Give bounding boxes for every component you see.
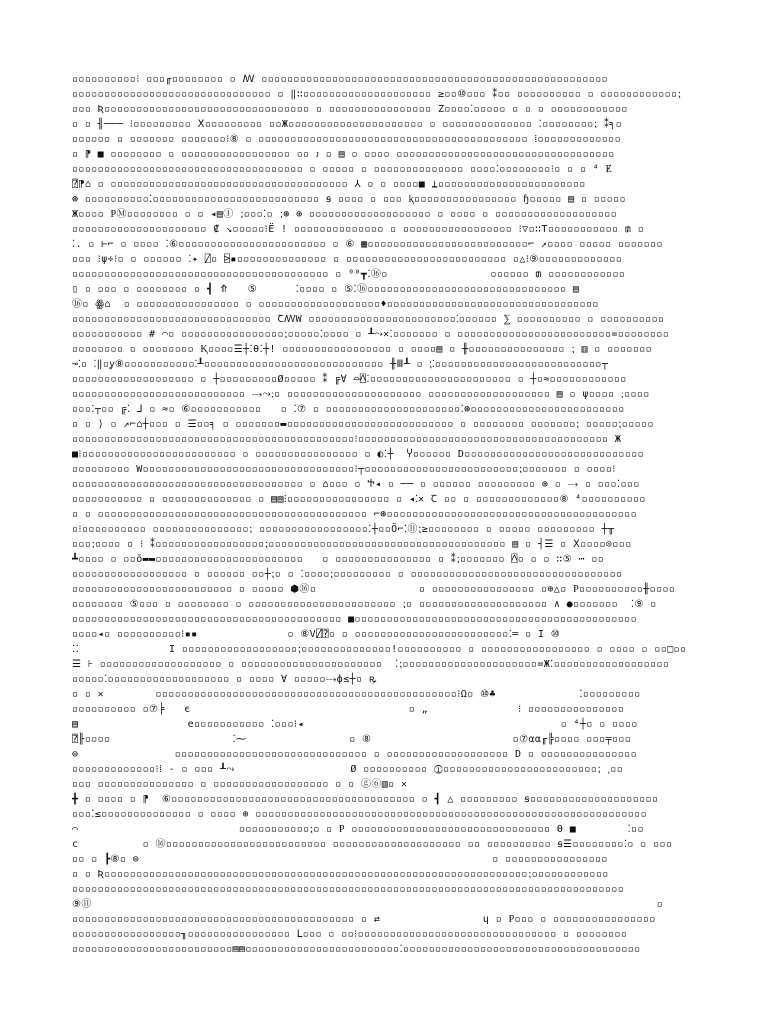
text-line: ▫▫▫▫▫▫▫▫▫▫▫▫▫▫▫▫▫▫▫▫▫▫▫▫▫▤▤▫▫▫▫▫▫▫▫▫▫▫▫▫▫▫▫▫▫▫▫▫▫▫▫⁚▫▫▫▫▫▫▫▫▫▫▫▫▫▫▫▫▫▫▫▫▫▫▫▫▫▫▫▫▫▫▫▫▫▫▫▫▫ <box>72 944 641 952</box>
text-line: ▫⁝▫▫▫▫▫▫▫▫▫▫ ▫▫▫▫▫▫▫▫▫▫▫▫▫▫▫⁏ ▫▫▫▫▫▫▫▫▫▫▫▫▫▫▫▫▫⁚┼▫▫Ö⌐⁚⑪⁏≥▫▫▫▫▫▫▫▫ ▫ ▫▫▫▫▫ ▫▫▫▫▫▫▫▫▫ ┼╥ <box>72 524 615 535</box>
text-line: ▫ ⁋ ■ ▫▫▫▫▫▫▫▫ ▫ ▫▫▫▫▫▫▫▫▫▫▫▫▫▫▫▫▫ ▫▫ ᴊ ▫ ▤ ▫ ▫▫▫▫ ▫▫▫▫▫▫▫▫▫▫▫▫▫▫▫▫▫▫▫▫▫▫▫▫▫▫▫▫▫▫▫▫▫▫ <box>72 149 615 160</box>
text-line: ▫ ▫ Ʀ▫▫▫▫▫▫▫▫▫▫▫▫▫▫▫▫▫▫▫▫▫▫▫▫▫▫▫▫▫▫▫▫▫▫▫▫▫▫▫▫▫▫▫▫▫▫▫▫▫▫▫▫▫▫▫▫▫▫▫▫▫▫▫▫▫▫⁏▫▫▫▫▫▫▫▫▫▫▫▫ <box>72 869 609 880</box>
text-line: ▫▫▫▫▫▫▫▫▫▫▫▫▫▫▫▫▫▫▫▫▫▫▫▫▫▫▫▫▫▫▫▫▫▫▫▫▫▫▫▫▫▫ ■▫▫▫▫▫▫▫▫▫▫▫▫▫▫▫▫▫▫▫▫▫▫▫▫▫▫▫▫▫▫▫▫▫▫▫▫▫▫▫▫▫▫▫▫ <box>72 614 638 625</box>
text-line: ▫▫▫⁏▫▫▫▫ ▫ ⁝ ⁑▫▫▫▫▫▫▫▫▫▫▫▫▫▫▫▫▫⁏▫▫▫▫▫▫▫▫▫▫▫▫▫▫▫▫▫▫▫▫▫▫▫▫▫▫▫▫▫▫▫▫▫▫▫▫▫ ▤ ▫ ┤☰ ▫ Ⅹ▫▫▫▫⊙▫▫▫ <box>72 539 632 550</box>
text-line: ▫▫▫ Ʀ▫▫▫▫▫▫▫▫▫▫▫▫▫▫▫▫▫▫▫▫▫▫▫▫▫▫▫▫▫▫▫▫ ▫ ▫▫▫▫▫▫▫▫▫▫▫▫▫▫▫▫ Z▫▫▫▫⁚▫▫▫▫▫ ▫ ▫ ▫ ▫▫▫▫▫▫▫▫▫▫▫▫ <box>72 104 628 115</box>
document-page <box>72 72 696 952</box>
text-line: ▫▫▫▫▫▫▫▫▫▫▫▫▫▫▫▫▫╖▫▫▫▫▫▫▫▫▫▫▫▫▫▫▫▫ ᒪ▫▫▫ ▫ ▫▫⁝▫▫▫▫▫▫▫▫▫▫▫▫▫▫▫▫▫▫▫▫▫▫▫▫▫▫▫▫▫▫▫ ▫ ▫▫▫▫▫▫▫▫ <box>72 929 628 940</box>
text-line: ▫▫▫▫▫▫▫▫▫▫▫▫▫▫▫▫▫▫▫▫▫▫▫▫▫▫▫▫▫▫▫▫▫▫▫▫▫▫▫▫▫▫▫▫▫▫▫▫▫▫▫▫▫▫▫▫▫▫▫▫▫▫▫▫▫▫▫▫▫▫▫▫▫▫▫▫▫▫▫▫▫▫▫▫▫▫ <box>72 884 625 895</box>
text-line: ▫▫▫▫▫▫▫▫▫▫▫▫▫▫▫▫▫▫▫▫▫▫▫▫▫▫▫ ⤏⤳⁏▫ ▫▫▫▫▫▫▫▫▫▫▫▫▫▫▫▫▫▫▫▫▫ ▫▫▫▫▫▫▫▫▫▫▫▫▫▫▫▫▫▫▫ ▤ ▫ ψ▫▫▫▫ ⁏▫▫▫▫ <box>72 389 650 400</box>
text-line: ⊸⁚▫ ⁚‖▫ỿ⑧▫▫▫▫▫▫▫▫▫▫▫⁚┸▫▫▫▫▫▫▫▫▫▫▫▫▫▫▫▫▫▫▫▫▫▫▫▫▫▫▫▫ ╫Ⅲ┸ ▫ ⁏⁚▫▫▫▫▫▫▫▫▫▫▫▫▫▫▫▫▫▫▫▫▫▫▫▫▫▫┬ <box>72 359 609 370</box>
text-line: ▫▫▫▫▫▫▫▫▫▫▫▫▫▫▫▫▫▫ ▫ ▫▫▫▫▫▫ ▫▫┼⁏▫ ▫ ⁚▫▫▫▫⁏▫▫▫▫▫▫▫▫▫ ▫ ▫▫▫▫▫▫▫▫▫▫▫▫▫▫▫▫▫▫▫▫▫▫▫▫▫▫▫▫▫▫▫▫▫ <box>72 569 623 580</box>
text-line: ⁚⁚ I ▫▫▫▫▫▫▫▫▫▫▫▫▫▫▫▫▫▫⁏▫▫▫▫▫▫▫▫▫▫▫▫▫▫!▫▫▫▫▫▫▫▫▫▫ ▫ ▫▫▫▫▫▫▫▫▫▫▫▫▫▫▫▫▫ ▫ ▫▫▫▫ ▫ ▫▫□▫▫ <box>72 644 687 655</box>
text-line: ▫▫▫▫▫▫▫▫▫▫▫ # ⌒▫ ▫▫▫▫▫▫▫▫▫▫▫▫▫▫▫▫⁏▫▫▫▫▫⁚▫▫▫▫ ▫ ┸⤳✕⁚▫▫▫▫▫▫▫ ▫ ▫▫▫▫▫▫▫▫▫▫▫▫▫▫▫▫▫▫▫▫▫▫▫▫=▫▫▫▫▫▫▫▫ <box>72 329 670 340</box>
text-line: ▫▫▫▫▫▫▫▫▫▫▫▫▫▫▫▫▫▫▫▫▫▫▫▫▫ ▫ ▫▫▫▫▫ ⬢⑯▫ ▫ ▫▫▫▫▫▫▫▫▫▫▫▫▫▫▫▫ ▫⊕△▫ Ᵽ▫▫▫▫▫▫▫▫▫▫╫▫▫▫▫ <box>72 584 676 595</box>
text-line: ▫ ▫ ⟩ ▫ ↗⌐⌂┼▫▫▫ ▫ ☰▫▫╕ ▫ ▫▫▫▫▫▫▫▬▫▫▫▫▫▫▫▫▫▫▫▫▫▫▫▫▫▫▫▫▫▫▫▫▫▫ ▫ ▫▫▫▫▫▫▫▫ ▫▫▫▫▫▫▫⁏ ▫▫▫▫▫⁏▫▫▫▫▫ <box>72 419 654 430</box>
text-line: ┻▫▫▫▫ ▫ ▫▫ō▬▬▫▫▫▫▫▫▫▫▫▫▫▫▫▫▫▫▫▫▫▫▫▫▫ ▫ ▫▫▫▫▫▫▫▫▫▫▫▫▫▫▫ ▫ ⁑⁏▫▫▫▫▫▫▫ ⍓▫ ▫ ▫ ∷⑤ ⋯ ▫▫ <box>72 554 605 565</box>
text-line: ▫▫▫▫▫▫▫▫ ⑤▫▫▫ ▫ ▫▫▫▫▫▫▫▫ ▫ ▫▫▫▫▫▫▫▫▫▫▫▫▫▫▫▫▫▫▫▫▫▫▫ ⁏▫ ▫▫▫▫▫▫▫▫▫▫▫▫▫▫▫▫▫▫▫▫ ∧ ●▫▫▫▫▫▫▫ ⁚⑨ ▫ <box>72 599 657 610</box>
text-line: ▫▫▫▫▫▫▫▫▫▫▫▫▫▫▫▫▫▫▫▫▫▫▫▫▫▫▫▫▫▫▫ ꞆꟿW ▫▫▫▫▫▫▫▫▫▫▫▫▫▫▫▫▫▫▫▫▫▫▫⁚▫▫▫▫▫▫ ⅀ ▫▫▫▫▫▫▫▫▫▫ ▫ ▫▫▫▫▫▫▫▫▫▫ <box>72 314 665 325</box>
text-line: ⊛ ▫▫▫▫▫▫▫▫▫▫⁚▫▫▫▫▫▫▫▫▫▫▫▫▫▫▫▫▫▫▫▫▫▫▫▫▫▫ ꞩ ▫▫▫▫ ▫ ▫▫▫ ⱪ▫▫▫▫▫▫▫▫▫▫▫▫▫▫▫▫ ɧ▫▫▫▫▫ ▤ ▫ ▫▫▫▫▫ <box>72 194 626 205</box>
text-line: ▫▫▫▫▫▫▫▫▫▫▫▫▫▫▫▫▫▫▫▫▫▫▫▫▫▫▫▫▫▫▫▫▫▫▫▫▫▫▫▫▫▫▫▫ ▫ ⇄ ɥ ▫ Ᵽ▫▫▫ ▫ ▫▫▫▫▫▫▫▫▫▫▫▫▫▫▫▫ <box>72 914 656 925</box>
text-line: ▫▫▫⁚≤▫▫▫▫▫▫▫▫▫▫▫▫▫▫ ▫ ▫▫▫▫ ⊕ ▫▫▫▫▫▫▫▫▫▫▫▫▫▫▫▫▫▫▫▫▫▫▫▫▫▫▫▫▫▫▫▫▫▫▫▫▫▫▫▫▫▫▫▫▫▫▫▫▫▫▫▫▫▫▫▫▫▫▫▫▫ <box>72 809 648 820</box>
text-line: ⑨⑪ ▫ <box>72 899 664 910</box>
text-line: ▫▫▫▫▫▫ ▫ ▫▫▫▫▫▫▫ ▫▫▫▫▫▫▫⁝⑧ ▫ ▫▫▫▫▫▫▫▫▫▫▫▫▫▫▫▫▫▫▫▫▫▫▫▫▫▫▫▫▫▫▫▫▫▫▫▫▫▫▫▫▫▫ ⁞▫▫▫▫▫▫▫▫▫▫▫▫▫ <box>72 134 622 145</box>
text-line: ▫▫▫▫▫⁚▫▫▫▫▫▫▫▫▫▫▫▫▫▫▫▫▫▫▫ ▫ ▫▫▫▫ ∀ ▫▫▫▫▫⤏ф≲┼▫ ꝶ <box>72 674 377 685</box>
text-line: ⁚. ▫ ⊢⌐ ▫ ▫▫▫▫ ⁚⑥▫▫▫▫▫▫▫▫▫▫▫▫▫▫▫▫▫▫▫▫▫▫▫ ▫ ⑥ ▦▫▫▫▫▫▫▫▫▫▫▫▫▫▫▫▫▫▫▫▫▫▫▫▫▫⌐ ↗▫▫▫▫ ▫▫▫▫▫ ▫▫▫▫▫▫▫ <box>72 239 663 250</box>
text-line: ⊜ ▫▫▫▫▫▫▫▫▫▫▫▫▫▫▫▫▫▫▫▫▫▫▫▫▫▫▫▫▫▫ ▫ ▫▫▫▫▫▫▫▫▫▫▫▫▫▫▫▫▫▫▫ D ▫ ▫▫▫▫▫▫▫▫▫▫▫▫▫▫▫ <box>72 749 638 760</box>
text-line: ▫▫▫▫▫▫▫▫▫▫⁝ ▫▫▫╓▫▫▫▫▫▫▫▫ ▫ ꟿ ▫▫▫▫▫▫▫▫▫▫▫▫▫▫▫▫▫▫▫▫▫▫▫▫▫▫▫▫▫▫▫▫▫▫▫▫▫▫▫▫▫▫▫▫▫▫▫▫▫▫▫▫▫▫ <box>72 74 609 85</box>
text-line: ▫▫▫▫▫▫▫▫▫▫ ▫⑦╞ є ▫ „ ⁝ ▫▫▫▫▫▫▫▫▫▫▫▫▫▫▫ <box>72 704 625 715</box>
text-line: ▫▫▫▫▫▫▫▫▫▫▫ ▫ ▫▫▫▫▫▫▫▫▫▫▫▫▫▫ ▫ ▤▤⁝▫▫▫▫▫▫▫▫▫▫▫▫▫▫▫▫ ▫ ◂⁚✕ Ꞇ ▫▫ ▫ ▫▫▫▫▫▫▫▫▫▫▫▫▫⑧ ⁴▫▫▫▫▫▫▫▫▫▫ <box>72 494 646 505</box>
text-line: ▫▫▫ ⁝ψ÷⁝▫ ▫ ▫▫▫▫▫▫ ⁚✦ ⍁▫ ⍄▪▫▫▫▫▫▫▫▫▫▫▫▫▫▫ ▫ ▫▫▫▫▫▫▫▫▫▫▫▫▫▫▫▫▫▫▫▫▫▫▫▫▫ ▫△⁝⑨▫▫▫▫▫▫▫▫▫▫▫▫▫ <box>72 254 623 265</box>
text-line: Ж▫▫▫▫ ⱣⓂ▫▫▫▫▫▫▫▫ ▫ ▫ ◂▤① ⁏▫▫▫⁚▫ ⁏⊛ ⊕ ▫▫▫▫▫▫▫▫▫▫▫▫▫▫▫▫▫▫▫ ▫ ▫▫▫▫ ▫ ▫▫▫▫▫▫▫▫▫▫▫▫▫▫▫▫▫▫▫ <box>72 209 618 220</box>
text-line: ▫▫▫▫▫▫▫▫▫▫▫▫▫▫▫▫▫▫▫▫▫▫▫▫▫▫▫▫▫▫▫▫▫▫▫▫▫▫▫▫▫▫▫▫⁝▫▫▫▫▫▫▫▫▫▫▫▫▫▫▫▫▫▫▫▫▫▫▫▫▫▫▫▫▫▫▫▫▫▫▫▫▫▫▫ Ж <box>72 434 622 445</box>
text-line: ⍰╟▫▫▫▫ ⁚⁓ ▫ ⑧ ▫⑦αα╓╠▫▫▫▫ ▫▫▫╤▫▫▫ <box>72 734 632 745</box>
text-line: ⌒ ▫▫▫▫▫▫▫▫▫▫▫⁏▫ ▫ Ᵽ ▫▫▫▫▫▫▫▫▫▫▫▫▫▫▫▫▫▫▫▫▫▫▫▫▫▫▫▫▫▫▫ ϴ ■ ⁚▫▫ <box>72 824 644 835</box>
text-line: ⑯▫ ꙮ⌂ ▫ ▫▫▫▫▫▫▫▫▫▫▫▫▫▫▫▫ ▫ ▫▫▫▫▫▫▫▫▫▫▫▫▫▫▫▫▫▫▫♦▫▫▫▫▫▫▫▫▫▫▫▫▫▫▫▫▫▫▫▫▫▫▫▫▫▫▫▫▫▫▫▫▫ <box>72 299 599 310</box>
text-line: ▫▫▫▫▫▫▫▫▫▫▫▫▫▫▫▫▫▫▫▫▫▫▫▫▫▫▫▫▫▫▫▫▫▫▫▫ ▫ ⌂▫▫▫ ▫ Ⴕ◂ ▫ ── ▫ ▫▫▫▫▫▫ ▫▫▫▫▫▫▫▫▫ ⊕ ▫ ⤏ ▫ ▫▫▫⁚▫▫▫ <box>72 479 640 490</box>
text-line: ╋ ▫ ▫▫▫▫ ▫ ⁋ ⑥▫▫▫▫▫▫▫▫▫▫▫▫▫▫▫▫▫▫▫▫▫▫▫▫▫▫▫▫▫▫▫▫▫▫▫▫▫▫ ▫ ┫ △ ▫▫▫▫▫▫▫▫▫ ꞩ▫▫▫▫▫▫▫▫▫▫▫▫▫▫▫▫▫▫▫▫ <box>72 794 659 805</box>
text-line: ▫▫▫ ▫▫▫▫▫▫▫▫▫▫▫▫▫▫▫ ▫ ▫▫▫▫▫▫▫▫▫▫▫▫▫▫▫▫▫▫ ▫ ▫ ⓖ⑥▥▫ ✕ <box>72 779 408 790</box>
text-line: ▫ ▫ ▫▫▫▫▫▫▫▫▫▫▫▫▫▫▫▫▫▫▫▫▫▫▫▫▫▫▫▫▫▫▫▫▫▫▫▫▫▫▫▫▫▫ ⌐⊛▫▫▫▫▫▫▫▫▫▫▫▫▫▫▫▫▫▫▫▫▫▫▫▫▫▫▫▫▫▫▫▫▫▫▫▫▫▫▫ <box>72 509 638 520</box>
text-line: ▫▫▫▫▫▫▫▫ ▫ ▫▫▫▫▫▫▫▫ Ⱪ▫▫▫▫☰┼⁚θ⁚┼! ▫▫▫▫▫▫▫▫▫▫▫▫▫▫▫▫▫ ▫ ▫▫▫▫▤ ▫ ╫▫▫▫▫▫▫▫▫▫▫▫▫▫▫▫ ⁏ ▥ ▫ ▫▫▫▫▫▫▫ <box>72 344 653 355</box>
text-line: ▫▫▫▫▫▫▫▫▫▫▫▫▫▫▫▫▫▫▫▫▫▫▫▫▫▫▫▫▫▫▫▫▫▫▫▫▫▫▫▫ ▫ ⁰⁰┳⁚⑯▫ ▫▫▫▫▫▫ ₥ ▫▫▫▫▫▫▫▫▫▫▫▫ <box>72 269 626 280</box>
text-line: ▫▫▫▫▫▫▫▫▫▫▫▫▫▫▫▫▫▫▫▫▫▫▫▫▫▫▫▫▫▫▫▫▫▫▫▫ ▫ ▫▫▫▫▫ ▫ ▫▫▫▫▫▫▫▫▫▫▫▫▫▫ ▫▫▫▫⁚▫▫▫▫▫▫▫▫⁝▫ ▫ ▫ ⁴ Ɇ <box>72 164 613 175</box>
text-line: ▫▫▫▫▫▫▫▫▫▫▫▫▫▫▫▫▫▫▫ ▫ ┼▫▫▫▫▫▫▫▫▫Ø▫▫▫▫▫ ⁑ ╔∀ ⌓⍓⁚▫▫▫▫▫▫▫▫▫▫▫▫▫▫▫▫▫▫▫▫▫▫ ▫ ┼▫≈▫▫▫▫▫▫▫▫▫▫▫▫ <box>72 374 627 385</box>
text-line: ⍰⁋⌂ ▫ ▫▫▫▫▫▫▫▫▫▫▫▫▫▫▫▫▫▫▫▫▫▫▫▫▫▫▫▫▫▫▫▫▫▫▫▫▫ ⅄ ▫ ▫ ▫▫▫▫■ ⍊▫▫▫▫▫▫▫▫▫▫▫▫▫▫▫▫▫▫▫▫▫▫▫ <box>72 179 586 190</box>
text-line: ▤ e▫▫▫▫▫▫▫▫▫▫▫ ⁚▫▫▫⁝◂ ▫ ⁴┼▫ ▫ ▫▫▫▫ <box>72 719 638 730</box>
text-line: ▫▫ ▫ ┣⑧▫ ⊜ ▫ ▫▫▫▫▫▫▫▫▫▫▫▫▫▫▫▫ <box>72 854 608 865</box>
text-line: ▯ ▫ ▫▫▫ ▫ ▫▫▫▫▫▫▫▫ ▫ ┫ ⤊ ⑤ ⁚▫▫▫▫ ▫ ⑤⁚⑯▫▫▫▫▫▫▫▫▫▫▫▫▫▫▫▫▫▫▫▫▫▫▫▫▫▫▫▫▫▫▫ ▤ <box>72 284 580 295</box>
text-line: ▫ ▫ ╢─── ⁝▫▫▫▫▫▫▫▫▫ Ⅹ▫▫▫▫▫▫▫▫▫ ▫▫Ж▫▫▫▫▫▫▫▫▫▫▫▫▫▫▫▫▫▫▫▫▫ ▫ ▫▫▫▫▫▫▫▫▫▫▫▫▫▫ ⁚▫▫▫▫▫▫▫▫⁏ ⁑╕▫ <box>72 119 623 130</box>
text-line: ■⁝▫▫▫▫▫▫▫▫▫▫▫▫▫▫▫▫▫▫▫▫▫▫▫▫ ▫ ▫▫▫▫▫▫▫▫▫▫▫▫▫▫▫▫ ▫ ◐⁚┼ Ⴤ▫▫▫▫▫▫ D▫▫▫▫▫▫▫▫▫▫▫▫▫▫▫▫▫▫▫▫▫▫▫▫▫▫▫▫ <box>72 449 645 460</box>
text-line: ϲ ▫ ⑯▫▫▫▫▫▫▫▫▫▫▫▫▫▫▫▫▫▫▫▫▫▫▫▫▫ ▫▫▫▫▫▫▫▫▫▫▫▫▫▫▫▫▫▫▫▫ ▫▫ ▫▫▫▫▫▫▫▫▫▫ ꞩ☰▫▫▫▫▫▫▫▫⁚▫ ▫ ▫▫▫ <box>72 839 673 850</box>
text-line: ▫▫▫▫▫▫▫▫▫ W▫▫▫▫▫▫▫▫▫▫▫▫▫▫▫▫▫▫▫▫▫▫▫▫▫▫▫▫▫▫▫▫▫⁝┬▫▫▫▫▫▫▫▫▫▫▫▫▫▫▫▫▫▫▫▫▫▫▫▫⁏▫▫▫▫▫▫▫ ▫ ▫▫▫▫⁝ <box>72 464 616 475</box>
text-line: ▫ ▫ ✕ ▫▫▫▫▫▫▫▫▫▫▫▫▫▫▫▫▫▫▫▫▫▫▫▫▫▫▫▫▫▫▫▫▫▫▫▫▫▫▫▫▫▫▫▫▫▫▫⁝Ω▫ ⑩♣ ⁚▫▫▫▫▫▫▫▫▫ <box>72 689 641 700</box>
text-line: ▫▫▫▫▫▫▫▫▫▫▫▫▫▫▫▫▫▫▫▫▫▫▫▫▫▫▫▫▫▫▫ ▫ ‖∷▫▫▫▫▫▫▫▫▫▫▫▫▫▫▫▫▫▫▫▫ ≥▫▫⑩▫▫▫ ⁑▫▫ ▫▫▫▫▫▫▫▫▫▫ ▫ ▫▫▫▫▫▫▫▫▫▫▫▫⁏ <box>72 89 682 100</box>
text-line: ▫▫▫⁚┬▫▫ ╔⁚ ⅃ ▫ ≈▫ ⑥▫▫▫▫▫▫▫▫▫▫▫ ▫ ⁚⑦ ▫ ▫▫▫▫▫▫▫▫▫▫▫▫▫▫▫▫▫▫▫▫▫⁚⊛▫▫▫▫▫▫▫▫▫▫▫▫▫▫▫▫▫▫▫▫▫▫▫▫ <box>72 404 625 415</box>
text-line: ▫▫▫▫▫▫▫▫▫▫▫▫▫▫▫▫▫▫▫▫▫ ₡ ↘▫▫▫▫▫⁝Ё ! ▫▫▫▫▫▫▫▫▫▫▫▫▫▫ ▫ ▫▫▫▫▫▫▫▫▫▫▫▫▫▫▫▫▫ ⁝▽▫∷T▫▫▫▫▫▫▫▫▫▫▫ ₥ ▫ <box>72 224 645 235</box>
text-line: ▫▫▫▫◂▫ ▫▫▫▫▫▫▫▫▫▫⁝▪▪ ▫ ⑧V⍁⍰▫ ▫ ▫▫▫▫▫▫▫▫▫▫▫▫▫▫▫▫▫▫▫▫▫▫▫▫⁚═ ▫ I ⑩ <box>72 629 561 640</box>
text-line: ▫▫▫▫▫▫▫▫▫▫▫▫▫⁝⁞ - ▫ ▫▫▫ ┸⤳ Ø ▫▫▫▫▫▫▫▫▫▫ ⓵▫▫▫▫▫▫▫▫▫▫▫▫▫▫▫▫▫▫▫▫▫▫▫▫⁏ ⸲▫▫ <box>72 764 624 775</box>
text-line: ☰ ⊦ ▫▫▫▫▫▫▫▫▫▫▫▫▫▫▫▫▫▫▫ ▫ ▫▫▫▫▫▫▫▫▫▫▫▫▫▫▫▫▫▫▫▫▫▫ ⁚⁏▫▫▫▫▫▫▫▫▫▫▫▫▫▫▫▫▫▫▫▫▫=Ж⁚▫▫▫▫▫▫▫▫▫▫▫▫▫▫▫▫▫▫ <box>72 659 670 670</box>
